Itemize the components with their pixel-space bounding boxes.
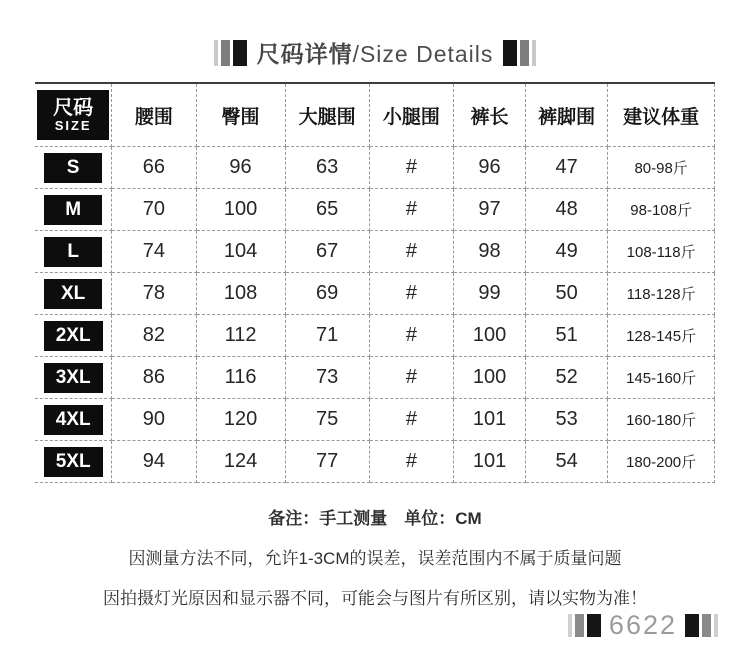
table-row [35,273,715,315]
size-cell [35,231,112,273]
size-header-zh: 尺码 [53,96,94,119]
value-cell: 50 [526,273,608,315]
size-badge: S [44,153,102,183]
value-cell: 70 [112,189,196,231]
value-cell: 49 [526,231,608,273]
size-cell [35,315,112,357]
value-cell: 108-118斤 [608,231,715,273]
size-badge: 3XL [44,363,103,393]
value-cell: 120 [196,399,285,441]
column-header-leg-opening: 裤脚围 [526,83,608,147]
value-cell: # [369,399,453,441]
value-cell: 53 [526,399,608,441]
value-cell: # [369,189,453,231]
value-cell: 145-160斤 [608,357,715,399]
value-cell: 77 [285,441,369,483]
size-badge: L [44,237,102,267]
notes-block [0,499,750,619]
value-cell: # [369,273,453,315]
table-row [35,399,715,441]
column-header-suggested-weight: 建议体重 [608,83,715,147]
size-cell [35,399,112,441]
size-cell [35,357,112,399]
section-title [0,0,750,69]
value-cell: 100 [454,315,526,357]
value-cell: 128-145斤 [608,315,715,357]
table-row [35,147,715,189]
size-cell [35,441,112,483]
note-color-difference: 因拍摄灯光原因和显示器不同，可能会与图片有所区别，请以实物为准！ [103,589,647,608]
title-bars-left-icon [214,40,247,66]
value-cell: 160-180斤 [608,399,715,441]
value-cell: 118-128斤 [608,273,715,315]
value-cell: 73 [285,357,369,399]
value-cell: 104 [196,231,285,273]
value-cell: 96 [196,147,285,189]
column-header-waist: 腰围 [112,83,196,147]
value-cell: 63 [285,147,369,189]
footer-bars-left-icon [568,614,601,637]
value-cell: 101 [454,399,526,441]
value-cell: # [369,231,453,273]
value-cell: 97 [454,189,526,231]
value-cell: 71 [285,315,369,357]
size-header-cell [35,83,112,147]
value-cell: 99 [454,273,526,315]
column-header-pants-length: 裤长 [454,83,526,147]
note-tolerance: 因测量方法不同，允许1-3CM的误差，误差范围内不属于质量问题 [128,549,622,568]
item-code: 6622 [608,610,677,640]
value-cell: 96 [454,147,526,189]
value-cell: 74 [112,231,196,273]
size-badge: 2XL [44,321,103,351]
value-cell: 78 [112,273,196,315]
table-row [35,189,715,231]
table-row [35,441,715,483]
note-measurement: 备注：手工测量 单位：CM [268,509,482,528]
value-cell: 67 [285,231,369,273]
size-table-header [35,83,715,147]
value-cell: 100 [196,189,285,231]
page-title-en: /Size Details [352,41,494,67]
value-cell: 101 [454,441,526,483]
value-cell: 48 [526,189,608,231]
value-cell: # [369,147,453,189]
value-cell: 112 [196,315,285,357]
value-cell: 124 [196,441,285,483]
value-cell: 98 [454,231,526,273]
value-cell: 94 [112,441,196,483]
size-badge: 4XL [44,405,103,435]
value-cell: 54 [526,441,608,483]
value-cell: 47 [526,147,608,189]
size-badge: 5XL [44,447,103,477]
column-header-calf: 小腿围 [369,83,453,147]
value-cell: 51 [526,315,608,357]
value-cell: 65 [285,189,369,231]
size-header-badge [37,90,109,140]
size-table [35,82,715,483]
table-row [35,357,715,399]
size-cell [35,147,112,189]
value-cell: 80-98斤 [608,147,715,189]
table-row [35,315,715,357]
value-cell: # [369,315,453,357]
size-badge: XL [44,279,102,309]
footer-bars-right-icon [685,614,718,637]
title-bars-right-icon [503,40,536,66]
column-header-thigh: 大腿围 [285,83,369,147]
value-cell: 52 [526,357,608,399]
size-cell [35,273,112,315]
page-title [257,36,494,69]
value-cell: 98-108斤 [608,189,715,231]
value-cell: 108 [196,273,285,315]
value-cell: 116 [196,357,285,399]
value-cell: 75 [285,399,369,441]
column-header-hip: 臀围 [196,83,285,147]
value-cell: 66 [112,147,196,189]
value-cell: # [369,357,453,399]
value-cell: 82 [112,315,196,357]
size-cell [35,189,112,231]
value-cell: 90 [112,399,196,441]
table-row [35,231,715,273]
footer-mark [568,610,718,641]
page-title-zh: 尺码详情 [256,41,353,67]
value-cell: # [369,441,453,483]
value-cell: 100 [454,357,526,399]
value-cell: 180-200斤 [608,441,715,483]
value-cell: 86 [112,357,196,399]
size-badge: M [44,195,102,225]
header-row [35,83,715,147]
value-cell: 69 [285,273,369,315]
size-table-body [35,147,715,483]
size-header-en: SIZE [54,117,92,133]
